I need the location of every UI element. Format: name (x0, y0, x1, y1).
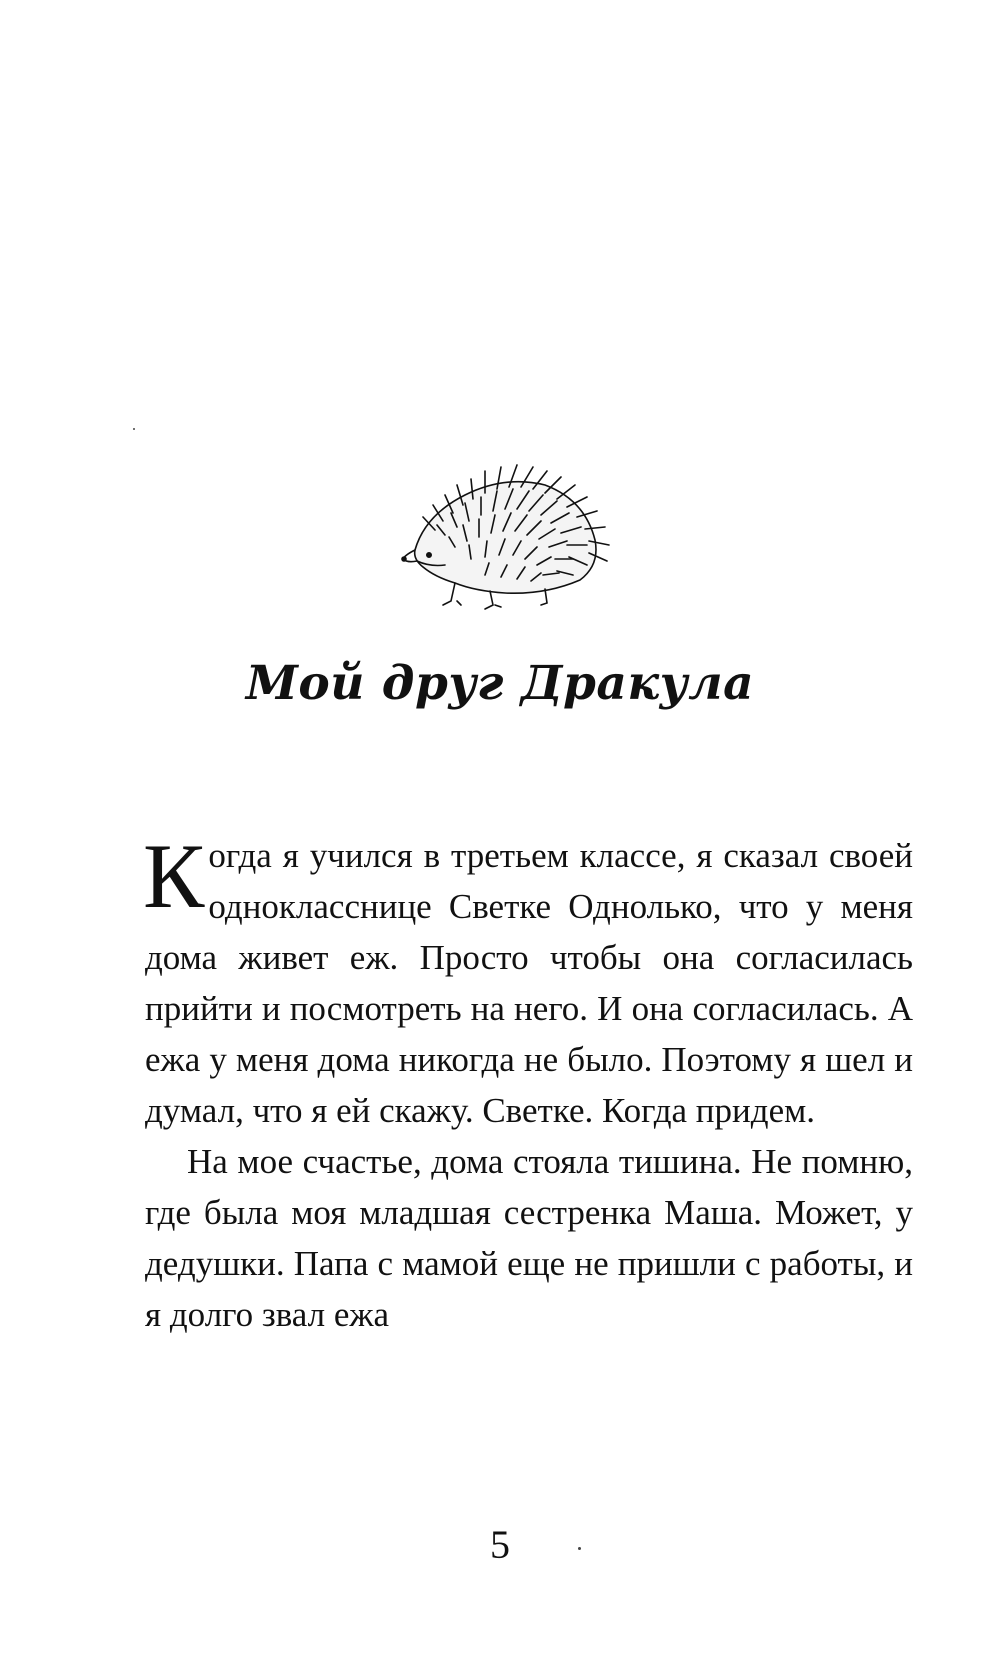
drop-cap: К (143, 825, 205, 927)
paragraph-text: огда я учился в третьем классе, я сказал своей однокласснице Светке Однолько, что у меня дома живет еж. Просто чтобы она согласилась прийти и посмотреть на него. И она согласилась. А ежа у меня дома никогда не было. Поэтому я шел и думал, что я ей скажу. Светке. Когда придем. (145, 836, 913, 1130)
page-number: 5 (490, 1522, 510, 1567)
paragraph: На мое счастье, дома стояла тишина. Не помню, где была моя младшая сестренка Маша. Может, у дедушки. Папа с мамой еще не пришли с работы, и я долго звал ежа (145, 1142, 913, 1334)
print-speck (133, 428, 135, 430)
hedgehog-icon (395, 455, 615, 615)
chapter-text (143, 825, 913, 1340)
chapter-title: Мой друг Дракула (245, 656, 755, 711)
paragraph (143, 825, 913, 1136)
print-speck (578, 1547, 581, 1550)
